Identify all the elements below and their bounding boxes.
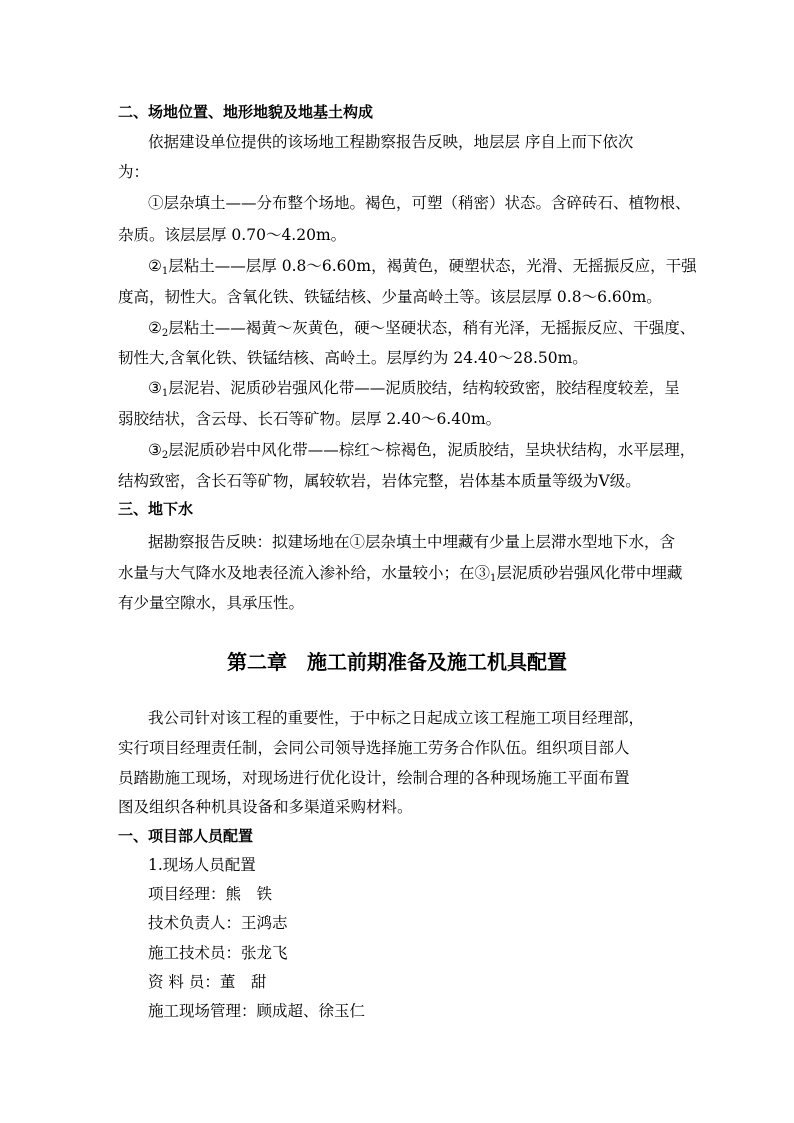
staff-line: 1.现场人员配置 <box>148 856 256 874</box>
paragraph-line: 图及组织各种机具设备和多渠道采购材料。 <box>118 798 413 816</box>
staff-line: 资 料 员：董 甜 <box>148 973 267 991</box>
paragraph-line: $③_2$层泥质砂岩中风化带——棕红～棕褐色，泥质胶结，呈块状结构，水平层理， <box>148 441 696 461</box>
paragraph-line: 水量与大气降水及地表径流入渗补给，水量较小；在$③_1$层泥质砂岩强风化带中埋藏 <box>118 564 683 584</box>
paragraph-line: 结构致密，含长石等矿物，属较软岩，岩体完整，岩体基本质量等级为Ⅴ级。 <box>118 472 641 490</box>
paragraph-line: 杂质。该层层厚 0.70～4.20m。 <box>118 226 347 244</box>
paragraph-line: $②_1$层粘土——层厚 0.8～6.60m，褐黄色，硬塑状态，光滑、无摇振反应，干强 <box>148 257 697 277</box>
paragraph-line: 据勘察报告反映：拟建场地在①层杂填土中埋藏有少量上层滞水型地下水，含 <box>148 533 676 551</box>
staff-line: 技术负责人：王鸿志 <box>148 914 288 932</box>
paragraph-line: 弱胶结状，含云母、长石等矿物。层厚 2.40～6.40m。 <box>118 410 502 428</box>
staff-line: 施工技术员：张龙飞 <box>148 944 288 962</box>
paragraph-line: 实行项目经理责任制，会同公司领导选择施工劳务合作队伍。组织项目部人 <box>118 739 630 757</box>
paragraph-line: 韧性大,含氧化铁、铁锰结核、高岭土。层厚约为 24.40～28.50m。 <box>118 349 588 367</box>
paragraph-line: 有少量空隙水，具承压性。 <box>118 594 305 612</box>
chapter-title: 第二章 施工前期准备及施工机具配置 <box>227 650 567 674</box>
paragraph-line: 我公司针对该工程的重要性，于中标之日起成立该工程施工项目经理部， <box>148 709 645 727</box>
staff-line: 项目经理：熊 铁 <box>148 885 273 903</box>
section-heading: 三、地下水 <box>118 500 194 518</box>
paragraph-line: 度高，韧性大。含氧化铁、铁锰结核、少量高岭土等。该层层厚 0.8～6.60m。 <box>118 288 662 306</box>
paragraph-line: ①层杂填土——分布整个场地。褐色，可塑（稍密）状态。含碎砖石、植物根、 <box>148 194 691 212</box>
paragraph-line: 依据建设单位提供的该场地工程勘察报告反映，地层层 序自上而下依次 <box>148 133 634 151</box>
paragraph-line: 员踏勘施工现场，对现场进行优化设计，绘制合理的各种现场施工平面布置 <box>118 769 630 787</box>
paragraph-line: 为： <box>118 163 150 181</box>
paragraph-line: $③_1$层泥岩、泥质砂岩强风化带——泥质胶结，结构较致密，胶结程度较差，呈 <box>148 379 680 399</box>
section-heading: 二、场地位置、地形地貌及地基土构成 <box>118 103 374 121</box>
paragraph-line: $②_2$层粘土——褐黄～灰黄色，硬～坚硬状态，稍有光泽，无摇振反应、干强度、 <box>148 319 696 339</box>
staff-line: 施工现场管理：顾成超、徐玉仁 <box>148 1002 366 1020</box>
section-heading: 一、项目部人员配置 <box>118 827 254 845</box>
